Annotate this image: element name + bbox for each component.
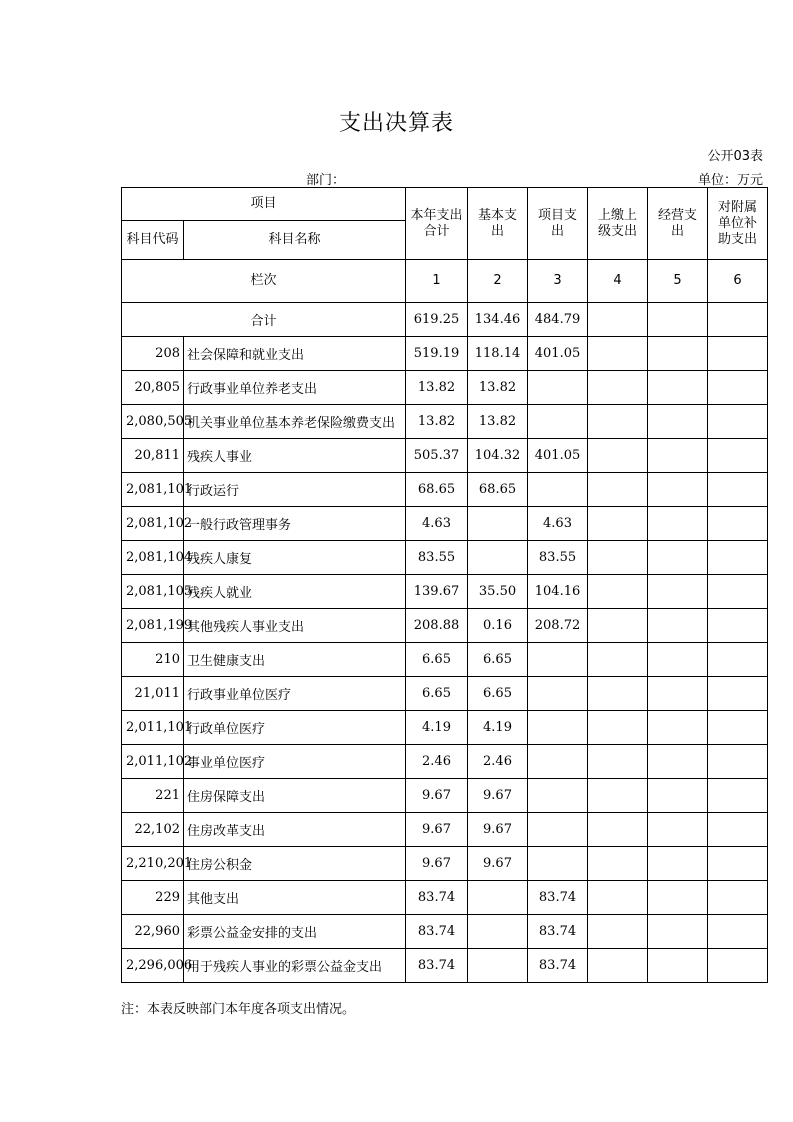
- summary-value: [648, 303, 708, 337]
- subject-name: 社会保障和就业支出: [184, 337, 406, 371]
- subject-code: 20,811: [122, 439, 184, 473]
- amount-cell: [468, 507, 528, 541]
- amount-cell: [708, 847, 768, 881]
- subject-name: 残疾人就业: [184, 575, 406, 609]
- amount-cell: [708, 473, 768, 507]
- amount-cell: [708, 711, 768, 745]
- amount-cell: [588, 711, 648, 745]
- summary-value: 484.79: [528, 303, 588, 337]
- amount-cell: 208.72: [528, 609, 588, 643]
- amount-cell: [588, 473, 648, 507]
- amount-cell: 9.67: [468, 847, 528, 881]
- subject-code: 210: [122, 643, 184, 677]
- table-row: [122, 337, 768, 371]
- subject-code: 2,081,199: [122, 609, 184, 643]
- amount-cell: 4.19: [468, 711, 528, 745]
- subject-code: 2,081,101: [122, 473, 184, 507]
- amount-cell: 83.74: [406, 881, 468, 915]
- amount-cell: [588, 915, 648, 949]
- table-row: [122, 949, 768, 983]
- amount-cell: 6.65: [406, 677, 468, 711]
- amount-cell: 2.46: [468, 745, 528, 779]
- subject-name: 机关事业单位基本养老保险缴费支出: [184, 405, 406, 439]
- summary-label: 合计: [122, 303, 406, 337]
- amount-cell: 9.67: [406, 813, 468, 847]
- amount-cell: 139.67: [406, 575, 468, 609]
- subject-name: 卫生健康支出: [184, 643, 406, 677]
- amount-cell: [588, 745, 648, 779]
- amount-cell: [468, 881, 528, 915]
- subject-name: 残疾人事业: [184, 439, 406, 473]
- header-item: 项目: [122, 188, 406, 221]
- amount-cell: [588, 371, 648, 405]
- amount-cell: [648, 643, 708, 677]
- amount-cell: 208.88: [406, 609, 468, 643]
- subject-code: 208: [122, 337, 184, 371]
- table-number: 公开03表: [707, 149, 763, 164]
- amount-cell: [588, 813, 648, 847]
- subject-name: 其他支出: [184, 881, 406, 915]
- amount-cell: [588, 847, 648, 881]
- amount-cell: 6.65: [406, 643, 468, 677]
- amount-cell: 104.16: [528, 575, 588, 609]
- amount-cell: 13.82: [406, 405, 468, 439]
- table-row: [122, 847, 768, 881]
- summary-value: 134.46: [468, 303, 528, 337]
- amount-cell: [708, 541, 768, 575]
- subject-name: 住房保障支出: [184, 779, 406, 813]
- amount-cell: [528, 371, 588, 405]
- table-row: [122, 575, 768, 609]
- amount-cell: 118.14: [468, 337, 528, 371]
- header-name: 科目名称: [184, 221, 406, 260]
- amount-cell: [708, 779, 768, 813]
- table-row: [122, 405, 768, 439]
- summary-value: [588, 303, 648, 337]
- amount-cell: [648, 881, 708, 915]
- column-number: 6: [708, 260, 768, 303]
- amount-cell: 9.67: [406, 779, 468, 813]
- table-row: [122, 371, 768, 405]
- amount-cell: 35.50: [468, 575, 528, 609]
- amount-cell: [648, 405, 708, 439]
- amount-cell: 4.63: [528, 507, 588, 541]
- subject-name: 行政事业单位医疗: [184, 677, 406, 711]
- department-label: 部门：: [306, 173, 346, 188]
- amount-cell: [708, 813, 768, 847]
- header-business: 经营支出: [648, 188, 708, 260]
- subject-code: 2,296,006: [122, 949, 184, 983]
- footnote: 注：本表反映部门本年度各项支出情况。: [121, 1002, 356, 1017]
- amount-cell: 83.55: [528, 541, 588, 575]
- amount-cell: [648, 813, 708, 847]
- amount-cell: [648, 915, 708, 949]
- amount-cell: [648, 541, 708, 575]
- amount-cell: [648, 949, 708, 983]
- subject-code: 221: [122, 779, 184, 813]
- table-row: [122, 779, 768, 813]
- amount-cell: 83.74: [406, 915, 468, 949]
- amount-cell: 83.55: [406, 541, 468, 575]
- header-project: 项目支出: [528, 188, 588, 260]
- subject-name: 彩票公益金安排的支出: [184, 915, 406, 949]
- amount-cell: 505.37: [406, 439, 468, 473]
- header-total: 本年支出合计: [406, 188, 468, 260]
- column-number: 4: [588, 260, 648, 303]
- amount-cell: [528, 813, 588, 847]
- subject-name: 住房改革支出: [184, 813, 406, 847]
- header-upper: 上缴上级支出: [588, 188, 648, 260]
- column-number: 3: [528, 260, 588, 303]
- column-number: 1: [406, 260, 468, 303]
- amount-cell: [708, 507, 768, 541]
- subject-name: 用于残疾人事业的彩票公益金支出: [184, 949, 406, 983]
- table-row: [122, 609, 768, 643]
- amount-cell: [648, 439, 708, 473]
- amount-cell: [648, 779, 708, 813]
- subject-code: 22,960: [122, 915, 184, 949]
- subject-name: 行政单位医疗: [184, 711, 406, 745]
- subject-name: 残疾人康复: [184, 541, 406, 575]
- amount-cell: 68.65: [468, 473, 528, 507]
- amount-cell: [708, 677, 768, 711]
- amount-cell: [648, 371, 708, 405]
- subject-code: 21,011: [122, 677, 184, 711]
- amount-cell: 68.65: [406, 473, 468, 507]
- table-row: [122, 643, 768, 677]
- subject-code: 2,011,101: [122, 711, 184, 745]
- table-row: [122, 813, 768, 847]
- amount-cell: 83.74: [528, 915, 588, 949]
- amount-cell: [468, 949, 528, 983]
- header-row-label: 栏次: [122, 260, 406, 303]
- amount-cell: 0.16: [468, 609, 528, 643]
- subject-code: 2,080,505: [122, 405, 184, 439]
- page-title: 支出决算表: [338, 111, 454, 136]
- amount-cell: [648, 711, 708, 745]
- amount-cell: [708, 915, 768, 949]
- amount-cell: [708, 745, 768, 779]
- amount-cell: [588, 949, 648, 983]
- amount-cell: 9.67: [406, 847, 468, 881]
- amount-cell: [708, 881, 768, 915]
- amount-cell: [528, 847, 588, 881]
- subject-name: 住房公积金: [184, 847, 406, 881]
- amount-cell: [528, 745, 588, 779]
- table-row: [122, 507, 768, 541]
- amount-cell: 6.65: [468, 677, 528, 711]
- subject-code: 2,210,201: [122, 847, 184, 881]
- amount-cell: 13.82: [468, 405, 528, 439]
- subject-code: 2,081,102: [122, 507, 184, 541]
- summary-value: 619.25: [406, 303, 468, 337]
- amount-cell: [588, 405, 648, 439]
- table-row: [122, 541, 768, 575]
- amount-cell: 4.19: [406, 711, 468, 745]
- amount-cell: [588, 541, 648, 575]
- header-code: 科目代码: [122, 221, 184, 260]
- subject-code: 2,081,105: [122, 575, 184, 609]
- subject-name: 行政事业单位养老支出: [184, 371, 406, 405]
- amount-cell: [708, 405, 768, 439]
- summary-value: [708, 303, 768, 337]
- unit-label: 单位：万元: [697, 173, 763, 188]
- amount-cell: [708, 949, 768, 983]
- amount-cell: [588, 881, 648, 915]
- amount-cell: 6.65: [468, 643, 528, 677]
- amount-cell: [648, 609, 708, 643]
- amount-cell: [588, 677, 648, 711]
- amount-cell: [588, 439, 648, 473]
- amount-cell: 519.19: [406, 337, 468, 371]
- column-number: 5: [648, 260, 708, 303]
- table-row: [122, 745, 768, 779]
- expenditure-table: [121, 187, 768, 983]
- amount-cell: [528, 677, 588, 711]
- amount-cell: [468, 915, 528, 949]
- summary-row: [122, 303, 768, 337]
- table-row: [122, 915, 768, 949]
- subject-name: 事业单位医疗: [184, 745, 406, 779]
- header-subsidy: 对附属单位补助支出: [708, 188, 768, 260]
- amount-cell: [648, 677, 708, 711]
- subject-name: 行政运行: [184, 473, 406, 507]
- amount-cell: 83.74: [406, 949, 468, 983]
- amount-cell: 401.05: [528, 337, 588, 371]
- amount-cell: [588, 575, 648, 609]
- amount-cell: 83.74: [528, 949, 588, 983]
- amount-cell: 13.82: [406, 371, 468, 405]
- amount-cell: [708, 609, 768, 643]
- table-row: [122, 881, 768, 915]
- amount-cell: 4.63: [406, 507, 468, 541]
- amount-cell: 9.67: [468, 813, 528, 847]
- amount-cell: [708, 337, 768, 371]
- table-row: [122, 473, 768, 507]
- column-number: 2: [468, 260, 528, 303]
- amount-cell: [648, 337, 708, 371]
- amount-cell: [648, 575, 708, 609]
- amount-cell: [588, 609, 648, 643]
- amount-cell: [528, 711, 588, 745]
- subject-code: 2,081,104: [122, 541, 184, 575]
- amount-cell: [468, 541, 528, 575]
- amount-cell: [588, 643, 648, 677]
- amount-cell: [648, 847, 708, 881]
- table-row: [122, 439, 768, 473]
- amount-cell: [648, 507, 708, 541]
- amount-cell: 2.46: [406, 745, 468, 779]
- table-row: [122, 677, 768, 711]
- amount-cell: [708, 575, 768, 609]
- amount-cell: 104.32: [468, 439, 528, 473]
- amount-cell: 401.05: [528, 439, 588, 473]
- subject-code: 229: [122, 881, 184, 915]
- amount-cell: [648, 473, 708, 507]
- subject-name: 其他残疾人事业支出: [184, 609, 406, 643]
- amount-cell: 9.67: [468, 779, 528, 813]
- header-basic: 基本支出: [468, 188, 528, 260]
- amount-cell: [588, 779, 648, 813]
- subject-code: 22,102: [122, 813, 184, 847]
- subject-name: 一般行政管理事务: [184, 507, 406, 541]
- amount-cell: [528, 779, 588, 813]
- amount-cell: [528, 643, 588, 677]
- amount-cell: [708, 371, 768, 405]
- subject-code: 20,805: [122, 371, 184, 405]
- amount-cell: [708, 439, 768, 473]
- amount-cell: [648, 745, 708, 779]
- amount-cell: 13.82: [468, 371, 528, 405]
- amount-cell: [588, 337, 648, 371]
- table-row: [122, 711, 768, 745]
- amount-cell: 83.74: [528, 881, 588, 915]
- subject-code: 2,011,102: [122, 745, 184, 779]
- amount-cell: [528, 405, 588, 439]
- amount-cell: [708, 643, 768, 677]
- amount-cell: [528, 473, 588, 507]
- amount-cell: [588, 507, 648, 541]
